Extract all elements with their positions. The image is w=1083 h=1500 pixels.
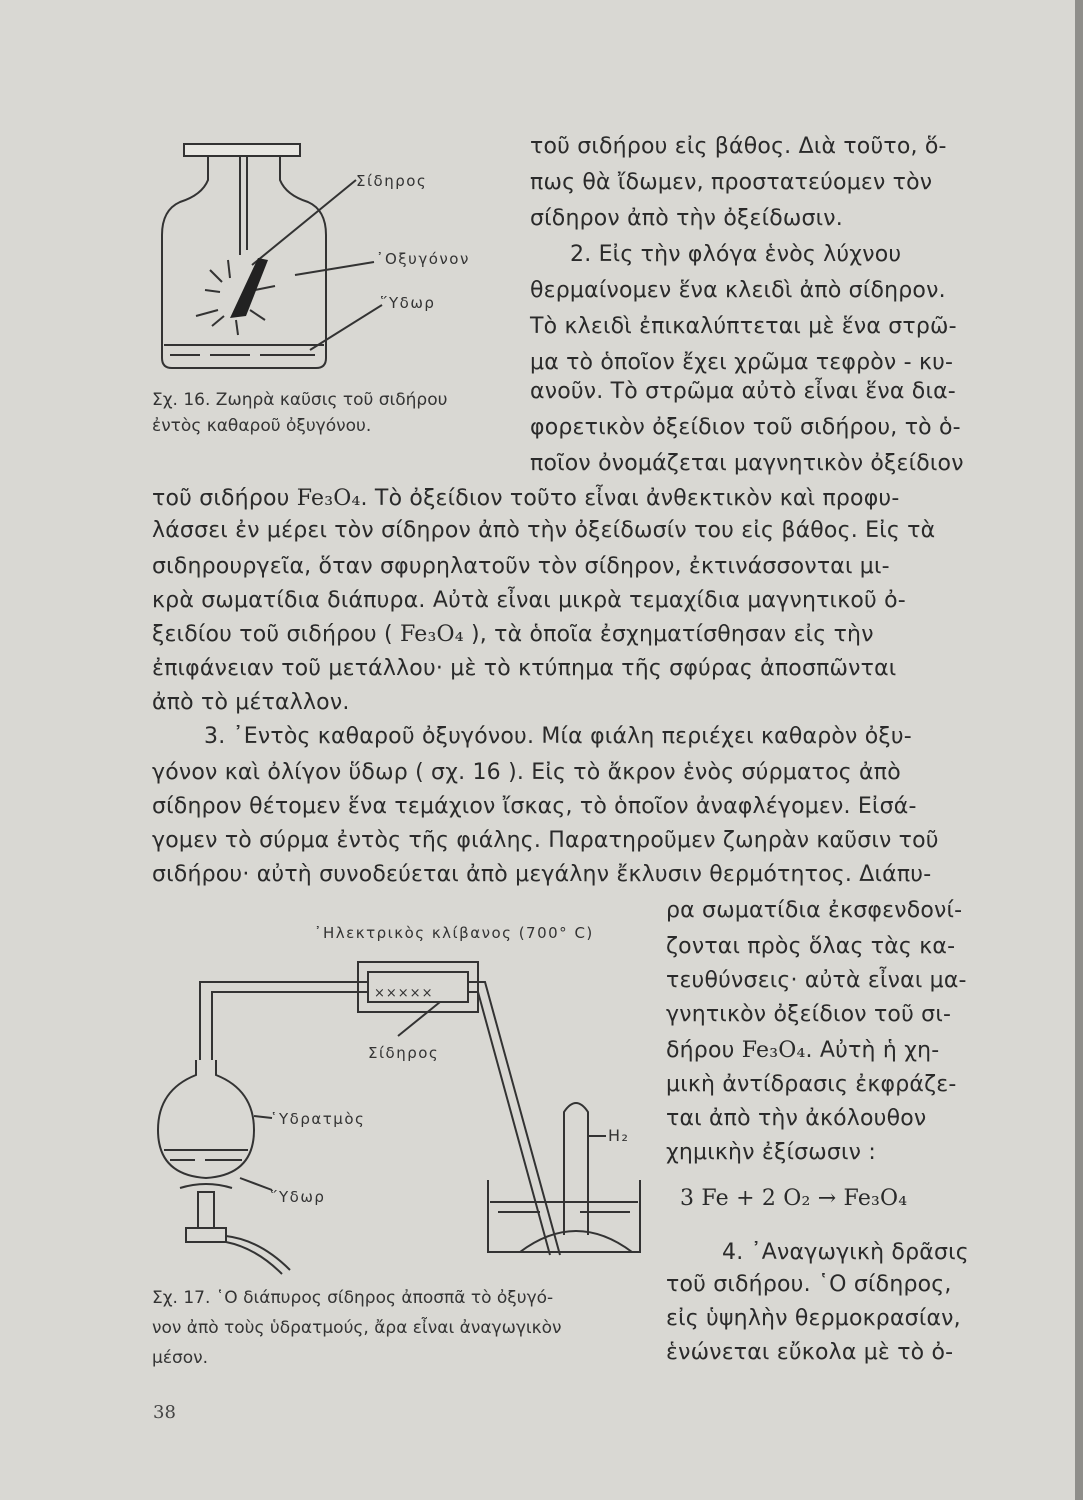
text-fragment: ), τὰ ὁποῖα ἐσχηματίσθησαν εἰς τὴν bbox=[463, 622, 874, 647]
text-line: θερμαίνομεν ἕνα κλειδὶ ἀπὸ σίδηρον. bbox=[530, 278, 946, 303]
text-line: μα τὸ ὁποῖον ἔχει χρῶμα τεφρὸν - κυ- bbox=[530, 350, 954, 375]
text-line: ποῖον ὀνομάζεται μαγνητικὸν ὀξείδιον bbox=[530, 451, 964, 476]
text-line bbox=[152, 620, 874, 650]
text-line: ται ἀπὸ τὴν ἀκόλουθον bbox=[666, 1106, 927, 1131]
figure-16-label-oxygen: ᾿Οξυγόνον bbox=[376, 250, 470, 268]
text-fragment: . Τὸ ὀξείδιον τοῦτο εἶναι ἀνθεκτικὸν καὶ προφυ- bbox=[360, 486, 900, 511]
text-fragment: τοῦ σιδήρου bbox=[152, 486, 297, 511]
figure-17-label-water: ῞Υδωρ bbox=[270, 1188, 326, 1206]
figure-16-caption-line-1: Σχ. 16. Ζωηρὰ καῦσις τοῦ σιδήρου bbox=[152, 390, 448, 410]
text-line: ἑνώνεται εὔκολα μὲ τὸ ὀ- bbox=[666, 1340, 954, 1365]
text-line: γόνον καὶ ὀλίγον ὕδωρ ( σχ. 16 ). Εἰς τὸ ἄκρον ἑνὸς σύρματος ἀπὸ bbox=[152, 760, 901, 785]
figure-17-caption-line-3: μέσον. bbox=[152, 1348, 209, 1368]
text-line: τευθύνσεις· αὐτὰ εἶναι μα- bbox=[666, 968, 967, 993]
text-line: ἀπὸ τὸ μέταλλον. bbox=[152, 690, 350, 715]
text-line: σιδηρουργεῖα, ὅταν σφυρηλατοῦν τὸν σίδηρον, ἐκτινάσσονται μι- bbox=[152, 554, 890, 579]
text-line: μικὴ ἀντίδρασις ἐκφράζε- bbox=[666, 1072, 957, 1097]
text-line: εἰς ὑψηλὴν θερμοκρασίαν, bbox=[666, 1306, 961, 1331]
figure-17-label-iron: Σίδηρος bbox=[368, 1044, 440, 1062]
text-line: σιδήρου· αὐτὴ συνοδεύεται ἀπὸ μεγάλην ἔκλυσιν θερμότητος. Διάπυ- bbox=[152, 862, 932, 887]
text-line: ἐπιφάνειαν τοῦ μετάλλου· μὲ τὸ κτύπημα τῆς σφύρας ἀποσπῶνται bbox=[152, 656, 897, 681]
text-line: 2. Εἰς τὴν φλόγα ἑνὸς λύχνου bbox=[570, 242, 902, 267]
text-line: χημικὴν ἐξίσωσιν : bbox=[666, 1140, 876, 1165]
text-line: λάσσει ἐν μέρει τὸν σίδηρον ἀπὸ τὴν ὀξείδωσίν του εἰς βάθος. Εἰς τὰ bbox=[152, 518, 936, 543]
figure-17-caption-line-2: νον ἀπὸ τοὺς ὑδρατμούς, ἄρα εἶναι ἀναγωγικὸν bbox=[152, 1318, 562, 1338]
chemical-formula: Fe₃O₄ bbox=[400, 622, 464, 647]
figure-17-label-crosses: ××××× bbox=[374, 986, 434, 1001]
text-line: πως θὰ ἴδωμεν, προστατεύομεν τὸν bbox=[530, 170, 933, 195]
text-line: ρα σωματίδια ἐκσφενδονί- bbox=[666, 898, 963, 923]
text-line: γνητικὸν ὀξείδιον τοῦ σι- bbox=[666, 1002, 952, 1027]
page-edge-shadow bbox=[1075, 0, 1083, 1500]
text-line: σίδηρον ἀπὸ τὴν ὀξείδωσιν. bbox=[530, 206, 843, 231]
text-fragment: δήρου bbox=[666, 1038, 742, 1063]
text-line: φορετικὸν ὀξείδιον τοῦ σιδήρου, τὸ ὁ- bbox=[530, 415, 961, 440]
chemical-equation: 3 Fe + 2 O₂ → Fe₃O₄ bbox=[680, 1186, 908, 1211]
text-line: γομεν τὸ σύρμα ἐντὸς τῆς φιάλης. Παρατηροῦμεν ζωηρὰν καῦσιν τοῦ bbox=[152, 828, 939, 853]
text-line: 3. ᾿Εντὸς καθαροῦ ὀξυγόνου. Μία φιάλη περιέχει καθαρὸν ὀξυ- bbox=[204, 724, 912, 749]
figure-17-label-hydrogen: H₂ bbox=[608, 1126, 630, 1145]
text-line: κρὰ σωματίδια διάπυρα. Αὐτὰ εἶναι μικρὰ τεμαχίδια μαγνητικοῦ ὀ- bbox=[152, 588, 906, 613]
figure-16-label-iron: Σίδηρος bbox=[356, 172, 428, 190]
page-number: 38 bbox=[153, 1402, 176, 1423]
figure-17-caption-line-1: Σχ. 17. ῾Ο διάπυρος σίδηρος ἀποσπᾶ τὸ ὀξυγό- bbox=[152, 1288, 554, 1308]
text-line bbox=[666, 1036, 939, 1066]
text-fragment: . Αὐτὴ ἡ χη- bbox=[805, 1038, 940, 1063]
text-line: τοῦ σιδήρου εἰς βάθος. Διὰ τοῦτο, ὅ- bbox=[530, 134, 947, 159]
text-line: ζονται πρὸς ὅλας τὰς κα- bbox=[666, 934, 956, 959]
figure-16-label-water: ῞Υδωρ bbox=[380, 294, 436, 312]
text-line: Τὸ κλειδὶ ἐπικαλύπτεται μὲ ἕνα στρῶ- bbox=[530, 314, 957, 339]
figure-17-label-steam: ῾Υδρατμὸς bbox=[270, 1110, 366, 1128]
figure-17-label-furnace: ᾿Ηλεκτρικὸς κλίβανος (700° C) bbox=[314, 924, 594, 942]
text-line: ανοῦν. Τὸ στρῶμα αὐτὸ εἶναι ἕνα δια- bbox=[530, 379, 956, 404]
text-line bbox=[152, 484, 900, 514]
text-fragment: ξειδίου τοῦ σιδήρου ( bbox=[152, 622, 401, 647]
text-line: τοῦ σιδήρου. ῾Ο σίδηρος, bbox=[666, 1272, 952, 1297]
text-line: σίδηρον θέτομεν ἕνα τεμάχιον ἴσκας, τὸ ὁποῖον ἀναφλέγομεν. Εἰσά- bbox=[152, 794, 917, 819]
figure-16-caption-line-2: ἐντὸς καθαροῦ ὀξυγόνου. bbox=[152, 416, 372, 436]
chemical-formula: Fe₃O₄ bbox=[741, 1038, 806, 1063]
chemical-formula: Fe₃O₄ bbox=[296, 486, 361, 511]
text-line: 4. ᾿Αναγωγικὴ δρᾶσις bbox=[722, 1240, 969, 1265]
